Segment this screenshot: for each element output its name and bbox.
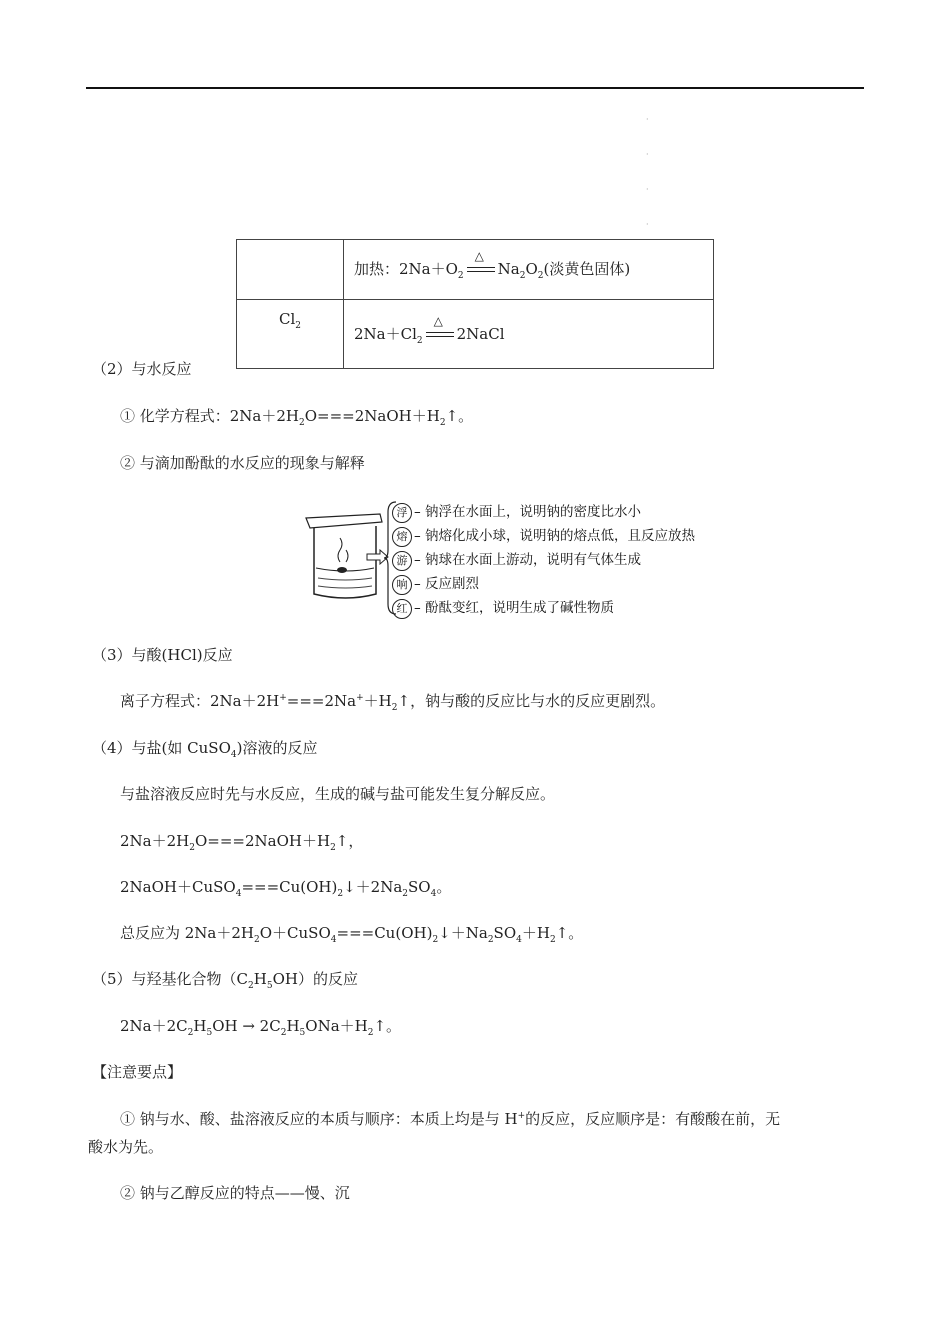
- list-item: 浮 – 钠浮在水面上，说明钠的密度比水小: [392, 500, 641, 523]
- list-item: 熔 – 钠熔化成小球，说明钠的熔点低，且反应放热: [392, 524, 695, 547]
- heat-triangle-icon: △: [433, 313, 443, 328]
- cell-text: 2Na＋Cl: [354, 324, 417, 343]
- section-heading: （3）与酸(HCl)反应: [92, 646, 233, 664]
- dot-mark: ·: [646, 220, 649, 229]
- equation-line: $2Na+2H_2O===2NaOH+H_2↑$，: [120, 832, 364, 853]
- cell-text: Na: [497, 260, 520, 278]
- equation-line: 总反应为 $2Na+2H_2O+CuSO_4===Cu(OH)_2↓+Na_2SO_4+H_2↑$。: [120, 924, 584, 945]
- cell-text: Cl: [278, 310, 296, 328]
- section-heading: （4）与盐(如 CuSO$_4$)溶液的反应: [92, 739, 318, 760]
- cell-text: 加热：2Na＋O: [354, 260, 458, 278]
- cell-text: 2NaCl: [456, 324, 505, 343]
- heating-condition: [467, 249, 495, 277]
- heating-condition: [426, 313, 454, 342]
- table-cell: $Cl_2$: [237, 300, 344, 369]
- table-cell: 加热：$2Na+O_2$ △ $Na_2O_2$(淡黄色固体): [344, 240, 714, 300]
- list-item: 游 – 钠球在水面上游动，说明有气体生成: [392, 548, 641, 571]
- section-heading: （2）与水反应: [92, 360, 192, 378]
- table-row: [237, 240, 714, 300]
- list-item: 响 – 反应剧烈: [392, 572, 479, 595]
- text-line: ① 钠与水、酸、盐溶液反应的本质与顺序：本质上均是与 H+的反应，反应顺序是：有酸酸在前，无: [120, 1110, 781, 1128]
- dot-mark: ·: [646, 150, 649, 159]
- heat-triangle-icon: △: [474, 249, 484, 263]
- dot-mark: ·: [646, 185, 649, 194]
- text-line: ② 钠与乙醇反应的特点——慢、沉: [120, 1184, 350, 1202]
- text-line: 酸水为先。: [88, 1138, 164, 1156]
- equation-line: ① 化学方程式：$2Na+2H_2O===2NaOH+H_2↑$。: [120, 407, 474, 428]
- equation-line: $2NaOH+CuSO_4===Cu(OH)_2↓+2Na_2SO_4$。: [120, 878, 452, 899]
- section-heading: （5）与羟基化合物$(C_2H_5OH)$的反应: [92, 970, 358, 991]
- equation-line: $2Na+2C_2H_5OH$ → $2C_2H_5ONa+H_2↑$。: [120, 1017, 402, 1038]
- list-item: 红 – 酚酞变红，说明生成了碱性物质: [392, 596, 614, 619]
- reaction-table: [236, 239, 714, 369]
- cell-text: (淡黄色固体): [543, 260, 631, 278]
- notes-heading: 【注意要点】: [92, 1063, 183, 1081]
- table-cell: $2Na+Cl_2$ △ 2NaCl: [344, 300, 714, 369]
- header-rule: [86, 87, 864, 89]
- dot-mark: ·: [646, 115, 649, 124]
- table-cell: [237, 240, 344, 300]
- text-line: 与盐溶液反应时先与水反应，生成的碱与盐可能发生复分解反应。: [120, 785, 556, 803]
- equation-line: 离子方程式：$2Na+2H^+===2Na^++H_2↑$，钠与酸的反应比与水的反应更剧烈。: [120, 692, 666, 713]
- table-row: [237, 300, 714, 369]
- text-line: ② 与滴加酚酞的水反应的现象与解释: [120, 454, 365, 472]
- sodium-water-figure: [296, 496, 696, 620]
